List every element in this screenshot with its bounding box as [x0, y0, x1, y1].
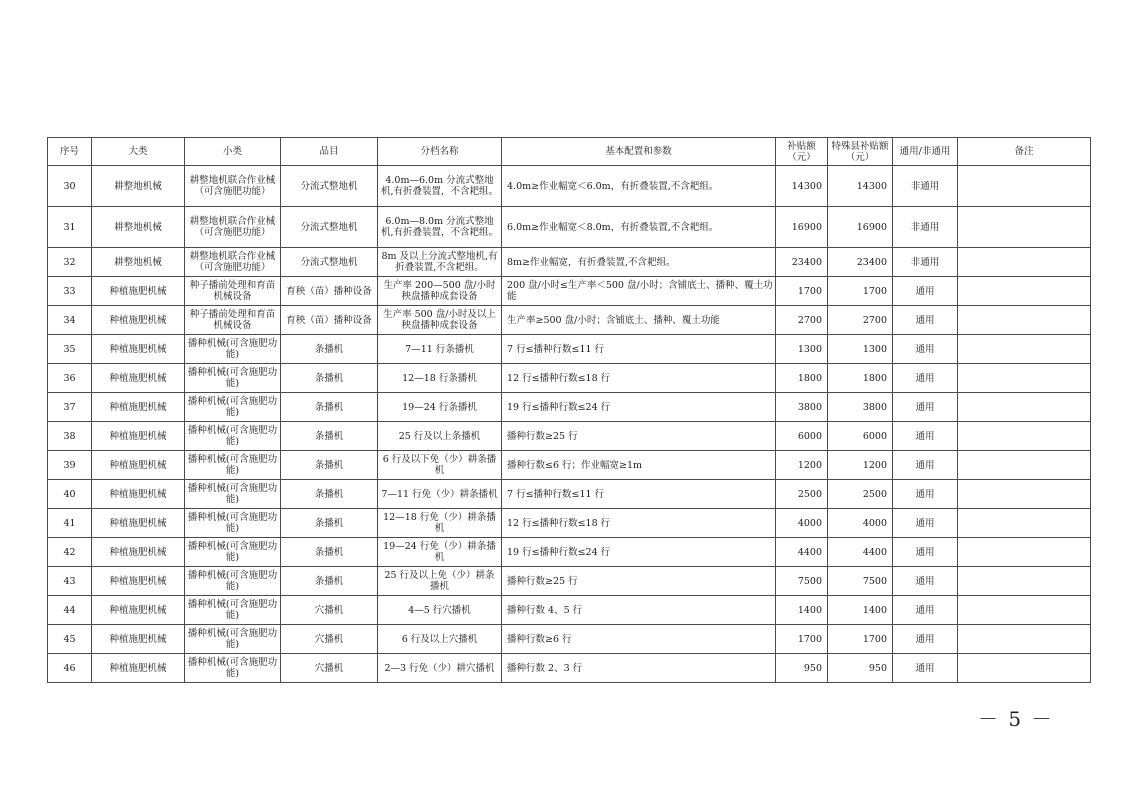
category-cell: 种植施肥机械: [92, 306, 185, 335]
general-cell: 通用: [893, 393, 958, 422]
note-cell: [958, 393, 1091, 422]
subsidy-cell: 4400: [776, 538, 828, 567]
general-cell: 非通用: [893, 166, 958, 207]
special-subsidy-cell: 1700: [828, 625, 893, 654]
note-cell: [958, 567, 1091, 596]
subcategory-cell: 播种机械(可含施肥功能): [185, 480, 281, 509]
config-cell: 8m≥作业幅宽，有折叠装置,不含耙组。: [502, 248, 776, 277]
item-cell: 条播机: [281, 451, 378, 480]
subsidy-cell: 1700: [776, 277, 828, 306]
subcategory-cell: 播种机械(可含施肥功能): [185, 451, 281, 480]
item-cell: 条播机: [281, 335, 378, 364]
category-cell: 种植施肥机械: [92, 335, 185, 364]
subsidy-cell: 1700: [776, 625, 828, 654]
note-cell: [958, 625, 1091, 654]
item-cell: 条播机: [281, 393, 378, 422]
config-cell: 19 行≤播种行数≤24 行: [502, 538, 776, 567]
special-subsidy-cell: 950: [828, 654, 893, 683]
item-cell: 穴播机: [281, 654, 378, 683]
special-subsidy-cell: 16900: [828, 207, 893, 248]
table-row: [48, 277, 1091, 306]
grade-cell: 25 行及以上免（少）耕条播机: [378, 567, 502, 596]
config-cell: 播种行数 4、5 行: [502, 596, 776, 625]
category-cell: 种植施肥机械: [92, 654, 185, 683]
grade-cell: 12—18 行条播机: [378, 364, 502, 393]
config-cell: 12 行≤播种行数≤18 行: [502, 364, 776, 393]
table-row: [48, 335, 1091, 364]
general-cell: 通用: [893, 451, 958, 480]
config-cell: 生产率≥500 盘/小时；含铺底土、播种、覆土功能: [502, 306, 776, 335]
row-number: 36: [48, 364, 92, 393]
header-no: 序号: [48, 138, 92, 166]
note-cell: [958, 207, 1091, 248]
category-cell: 耕整地机械: [92, 248, 185, 277]
subsidy-cell: 23400: [776, 248, 828, 277]
row-number: 31: [48, 207, 92, 248]
row-number: 45: [48, 625, 92, 654]
subsidy-cell: 16900: [776, 207, 828, 248]
config-cell: 播种行数≤6 行；作业幅宽≥1m: [502, 451, 776, 480]
category-cell: 种植施肥机械: [92, 538, 185, 567]
item-cell: 分流式整地机: [281, 166, 378, 207]
table-row: [48, 393, 1091, 422]
category-cell: 耕整地机械: [92, 166, 185, 207]
config-cell: 12 行≤播种行数≤18 行: [502, 509, 776, 538]
header-special-subsidy: 特殊县补贴额（元）: [828, 138, 893, 166]
grade-cell: 7—11 行免（少）耕条播机: [378, 480, 502, 509]
table-row: [48, 306, 1091, 335]
general-cell: 非通用: [893, 248, 958, 277]
grade-cell: 8m 及以上分流式整地机,有折叠装置,不含耙组。: [378, 248, 502, 277]
note-cell: [958, 509, 1091, 538]
config-cell: 播种行数≥25 行: [502, 567, 776, 596]
table-row: [48, 480, 1091, 509]
general-cell: 通用: [893, 596, 958, 625]
subcategory-cell: 播种机械(可含施肥功能): [185, 596, 281, 625]
general-cell: 通用: [893, 567, 958, 596]
special-subsidy-cell: 1800: [828, 364, 893, 393]
table-body: [48, 166, 1091, 683]
grade-cell: 4—5 行穴播机: [378, 596, 502, 625]
header-subcategory: 小类: [185, 138, 281, 166]
special-subsidy-cell: 1300: [828, 335, 893, 364]
subcategory-cell: 播种机械(可含施肥功能): [185, 567, 281, 596]
special-subsidy-cell: 4400: [828, 538, 893, 567]
subcategory-cell: 播种机械(可含施肥功能): [185, 422, 281, 451]
note-cell: [958, 306, 1091, 335]
row-number: 46: [48, 654, 92, 683]
grade-cell: 6 行及以下免（少）耕条播机: [378, 451, 502, 480]
subsidy-cell: 1400: [776, 596, 828, 625]
special-subsidy-cell: 14300: [828, 166, 893, 207]
general-cell: 通用: [893, 654, 958, 683]
config-cell: 19 行≤播种行数≤24 行: [502, 393, 776, 422]
table-row: [48, 248, 1091, 277]
category-cell: 种植施肥机械: [92, 422, 185, 451]
special-subsidy-cell: 1200: [828, 451, 893, 480]
note-cell: [958, 248, 1091, 277]
category-cell: 种植施肥机械: [92, 596, 185, 625]
grade-cell: 4.0m—6.0m 分流式整地机,有折叠装置，不含耙组。: [378, 166, 502, 207]
special-subsidy-cell: 23400: [828, 248, 893, 277]
header-general: 通用/非通用: [893, 138, 958, 166]
table-row: [48, 567, 1091, 596]
subsidy-cell: 2700: [776, 306, 828, 335]
grade-cell: 19—24 行条播机: [378, 393, 502, 422]
row-number: 37: [48, 393, 92, 422]
row-number: 30: [48, 166, 92, 207]
subsidy-cell: 6000: [776, 422, 828, 451]
grade-cell: 7—11 行条播机: [378, 335, 502, 364]
header-note: 备注: [958, 138, 1091, 166]
item-cell: 条播机: [281, 422, 378, 451]
subsidy-table: [47, 137, 1091, 683]
table-row: [48, 596, 1091, 625]
config-cell: 播种行数 2、3 行: [502, 654, 776, 683]
general-cell: 非通用: [893, 207, 958, 248]
row-number: 33: [48, 277, 92, 306]
table-row: [48, 207, 1091, 248]
row-number: 34: [48, 306, 92, 335]
item-cell: 育秧（苗）播种设备: [281, 306, 378, 335]
item-cell: 条播机: [281, 364, 378, 393]
special-subsidy-cell: 1700: [828, 277, 893, 306]
subsidy-cell: 2500: [776, 480, 828, 509]
subsidy-cell: 1800: [776, 364, 828, 393]
subcategory-cell: 播种机械(可含施肥功能): [185, 654, 281, 683]
table-row: [48, 538, 1091, 567]
category-cell: 种植施肥机械: [92, 625, 185, 654]
note-cell: [958, 480, 1091, 509]
note-cell: [958, 596, 1091, 625]
header-grade: 分档名称: [378, 138, 502, 166]
header-config: 基本配置和参数: [502, 138, 776, 166]
header-item: 品目: [281, 138, 378, 166]
special-subsidy-cell: 2500: [828, 480, 893, 509]
table-row: [48, 625, 1091, 654]
general-cell: 通用: [893, 335, 958, 364]
subsidy-cell: 1200: [776, 451, 828, 480]
table-row: [48, 451, 1091, 480]
general-cell: 通用: [893, 306, 958, 335]
item-cell: 条播机: [281, 538, 378, 567]
config-cell: 4.0m≥作业幅宽＜6.0m，有折叠装置,不含耙组。: [502, 166, 776, 207]
config-cell: 200 盘/小时≤生产率＜500 盘/小时；含铺底土、播种、覆土功能: [502, 277, 776, 306]
item-cell: 分流式整地机: [281, 207, 378, 248]
row-number: 38: [48, 422, 92, 451]
category-cell: 种植施肥机械: [92, 451, 185, 480]
config-cell: 7 行≤播种行数≤11 行: [502, 480, 776, 509]
table-row: [48, 422, 1091, 451]
grade-cell: 2—3 行免（少）耕穴播机: [378, 654, 502, 683]
note-cell: [958, 277, 1091, 306]
subcategory-cell: 播种机械(可含施肥功能): [185, 393, 281, 422]
config-cell: 6.0m≥作业幅宽＜8.0m，有折叠装置,不含耙组。: [502, 207, 776, 248]
table-row: [48, 364, 1091, 393]
subcategory-cell: 播种机械(可含施肥功能): [185, 509, 281, 538]
grade-cell: 19—24 行免（少）耕条播机: [378, 538, 502, 567]
subcategory-cell: 耕整地机联合作业械（可含施肥功能）: [185, 248, 281, 277]
item-cell: 穴播机: [281, 596, 378, 625]
subcategory-cell: 播种机械(可含施肥功能): [185, 335, 281, 364]
general-cell: 通用: [893, 509, 958, 538]
subcategory-cell: 播种机械(可含施肥功能): [185, 625, 281, 654]
row-number: 35: [48, 335, 92, 364]
note-cell: [958, 538, 1091, 567]
item-cell: 条播机: [281, 509, 378, 538]
row-number: 41: [48, 509, 92, 538]
note-cell: [958, 364, 1091, 393]
category-cell: 种植施肥机械: [92, 567, 185, 596]
subsidy-cell: 1300: [776, 335, 828, 364]
config-cell: 7 行≤播种行数≤11 行: [502, 335, 776, 364]
category-cell: 种植施肥机械: [92, 393, 185, 422]
item-cell: 育秧（苗）播种设备: [281, 277, 378, 306]
general-cell: 通用: [893, 538, 958, 567]
general-cell: 通用: [893, 480, 958, 509]
row-number: 44: [48, 596, 92, 625]
special-subsidy-cell: 7500: [828, 567, 893, 596]
category-cell: 耕整地机械: [92, 207, 185, 248]
special-subsidy-cell: 2700: [828, 306, 893, 335]
item-cell: 条播机: [281, 567, 378, 596]
row-number: 43: [48, 567, 92, 596]
subsidy-cell: 950: [776, 654, 828, 683]
general-cell: 通用: [893, 277, 958, 306]
row-number: 32: [48, 248, 92, 277]
item-cell: 分流式整地机: [281, 248, 378, 277]
note-cell: [958, 422, 1091, 451]
item-cell: 穴播机: [281, 625, 378, 654]
grade-cell: 6 行及以上穴播机: [378, 625, 502, 654]
table-header-row: [48, 138, 1091, 166]
subsidy-cell: 4000: [776, 509, 828, 538]
general-cell: 通用: [893, 422, 958, 451]
special-subsidy-cell: 4000: [828, 509, 893, 538]
note-cell: [958, 335, 1091, 364]
note-cell: [958, 166, 1091, 207]
category-cell: 种植施肥机械: [92, 480, 185, 509]
row-number: 39: [48, 451, 92, 480]
grade-cell: 生产率 200—500 盘/小时秧盘播种成套设备: [378, 277, 502, 306]
general-cell: 通用: [893, 364, 958, 393]
item-cell: 条播机: [281, 480, 378, 509]
header-category: 大类: [92, 138, 185, 166]
subcategory-cell: 耕整地机联合作业械（可含施肥功能）: [185, 207, 281, 248]
table-row: [48, 166, 1091, 207]
subcategory-cell: 种子播前处理和育苗机械设备: [185, 277, 281, 306]
grade-cell: 6.0m—8.0m 分流式整地机,有折叠装置，不含耙组。: [378, 207, 502, 248]
note-cell: [958, 451, 1091, 480]
table-row: [48, 654, 1091, 683]
subcategory-cell: 种子播前处理和育苗机械设备: [185, 306, 281, 335]
note-cell: [958, 654, 1091, 683]
grade-cell: 生产率 500 盘/小时及以上秧盘播种成套设备: [378, 306, 502, 335]
page-number: － 5 －: [978, 707, 1054, 731]
special-subsidy-cell: 1400: [828, 596, 893, 625]
grade-cell: 12—18 行免（少）耕条播机: [378, 509, 502, 538]
row-number: 42: [48, 538, 92, 567]
subcategory-cell: 播种机械(可含施肥功能): [185, 538, 281, 567]
category-cell: 种植施肥机械: [92, 277, 185, 306]
table-row: [48, 509, 1091, 538]
subsidy-cell: 14300: [776, 166, 828, 207]
subcategory-cell: 耕整地机联合作业械（可含施肥功能）: [185, 166, 281, 207]
header-subsidy: 补贴额（元）: [776, 138, 828, 166]
row-number: 40: [48, 480, 92, 509]
subsidy-cell: 3800: [776, 393, 828, 422]
category-cell: 种植施肥机械: [92, 364, 185, 393]
subsidy-cell: 7500: [776, 567, 828, 596]
config-cell: 播种行数≥6 行: [502, 625, 776, 654]
subcategory-cell: 播种机械(可含施肥功能): [185, 364, 281, 393]
special-subsidy-cell: 6000: [828, 422, 893, 451]
special-subsidy-cell: 3800: [828, 393, 893, 422]
config-cell: 播种行数≥25 行: [502, 422, 776, 451]
grade-cell: 25 行及以上条播机: [378, 422, 502, 451]
category-cell: 种植施肥机械: [92, 509, 185, 538]
general-cell: 通用: [893, 625, 958, 654]
